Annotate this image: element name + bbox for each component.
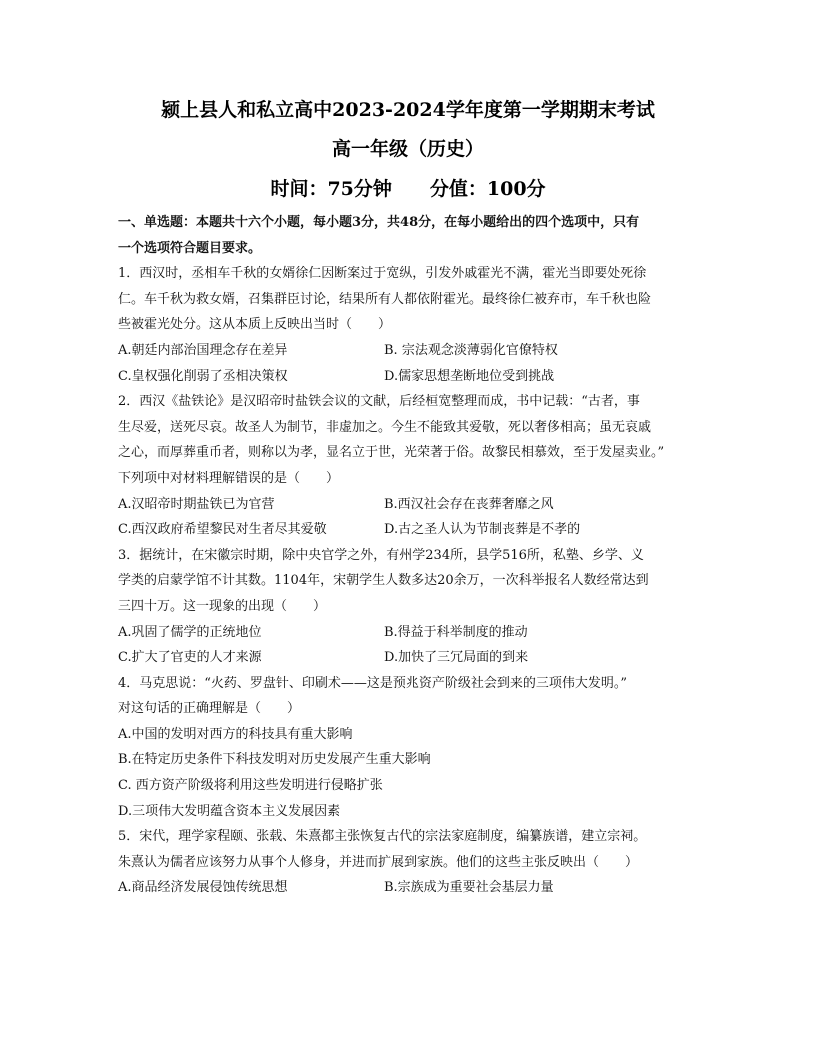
question-text-line: 之心，而厚葬重币者，则称以为孝，显名立于世，光荣著于俗。故黎民相慕效，至于发屋卖业。”	[118, 445, 665, 461]
option-row	[118, 338, 700, 364]
question-2	[118, 389, 700, 543]
option-c: C.皇权强化削弱了丞相决策权	[118, 368, 288, 384]
instruction-line: 一个选项符合题目要求。	[118, 240, 262, 256]
exam-title: 颍上县人和私立高中2023-2024学年度第一学期期末考试	[161, 99, 655, 121]
question-text-line: 朱熹认为儒者应该努力从事个人修身，并进而扩展到家族。他们的这些主张反映出（ ）	[118, 854, 639, 870]
option-d: D.儒家思想垄断地位受到挑战	[384, 368, 555, 384]
option-c: C. 西方资产阶级将利用这些发明进行侵略扩张	[118, 778, 383, 794]
exam-subtitle: 高一年级（历史）	[331, 138, 484, 160]
option-a: A.汉昭帝时期盐铁已为官营	[118, 496, 275, 512]
option-row	[118, 875, 700, 901]
option-row	[118, 620, 700, 646]
option-a: A.商品经济发展侵蚀传统思想	[118, 880, 288, 896]
option-a: A.中国的发明对西方的科技具有重大影响	[118, 726, 353, 742]
question-text-line: 仁。车千秋为救女婿，召集群臣讨论，结果所有人都依附霍光。最终徐仁被弃市，车千秋也险	[118, 291, 652, 307]
question-text-line: 2．西汉《盐铁论》是汉昭帝时盐铁会议的文献，后经桓宽整理而成，书中记载：“古者，事	[118, 394, 640, 410]
exam-time: 时间：75分钟	[270, 178, 392, 200]
option-row	[118, 364, 700, 390]
option-row	[118, 517, 700, 543]
option-c: C.扩大了官吏的人才来源	[118, 650, 262, 666]
question-text-line: 三四十万。这一现象的出现（ ）	[118, 598, 327, 614]
option-d: D.加快了三冗局面的到来	[384, 650, 529, 666]
option-c: C.西汉政府希望黎民对生者尽其爱敬	[118, 522, 327, 538]
question-text-line: 生尽爱，送死尽哀。故圣人为制节，非虚加之。今生不能致其爱敬，死以奢侈相高；虽无哀戚	[118, 419, 652, 435]
option-b: B.宗族成为重要社会基层力量	[384, 880, 554, 896]
question-text-line: 3．据统计，在宋徽宗时期，除中央官学之外，有州学234所，县学516所，私塾、乡学、义	[118, 547, 644, 563]
question-text-line: 学类的启蒙学馆不计其数。1104年，宋朝学生人数多达20余万，一次科举报名人数经常达到	[118, 573, 649, 589]
option-row	[118, 645, 700, 671]
question-text-line: 下列项中对材料理解错误的是（ ）	[118, 470, 340, 486]
exam-content	[118, 210, 700, 901]
question-text-line: 5．宋代，理学家程颐、张载、朱熹都主张恢复古代的宗法家庭制度，编纂族谱，建立宗祠。	[118, 829, 647, 845]
option-a: A.朝廷内部治国理念存在差异	[118, 342, 288, 358]
option-d: D.三项伟大发明蕴含资本主义发展因素	[118, 803, 341, 819]
exam-score: 分值：100分	[429, 178, 546, 200]
question-text-line: 些被霍光处分。这从本质上反映出当时（ ）	[118, 317, 392, 333]
exam-time-score	[0, 174, 816, 201]
question-5	[118, 824, 700, 901]
question-text-line: 对这句话的正确理解是（ ）	[118, 701, 301, 717]
option-d: D.古之圣人认为节制丧葬是不孝的	[384, 522, 581, 538]
question-4	[118, 671, 700, 825]
instruction-line: 一、单选题：本题共十六个小题，每小题3分，共48分，在每小题给出的四个选项中，只有	[118, 215, 640, 230]
option-b: B.得益于科举制度的推动	[384, 624, 528, 640]
option-a: A.巩固了儒学的正统地位	[118, 624, 262, 640]
option-row	[118, 492, 700, 518]
option-b: B.西汉社会存在丧葬奢靡之风	[384, 496, 554, 512]
question-1	[118, 261, 700, 389]
question-text-line: 1．西汉时，丞相车千秋的女婿徐仁因断案过于宽纵，引发外戚霍光不满，霍光当即要处死徐	[118, 266, 647, 282]
section-instructions	[118, 210, 700, 261]
option-b: B.在特定历史条件下科技发明对历史发展产生重大影响	[118, 752, 431, 768]
question-text-line: 4．马克思说：“火药、罗盘针、印刷术——这是预兆资产阶级社会到来的三项伟大发明。”	[118, 675, 628, 691]
option-b: B. 宗法观念淡薄弱化官僚特权	[384, 342, 558, 358]
question-3	[118, 543, 700, 671]
